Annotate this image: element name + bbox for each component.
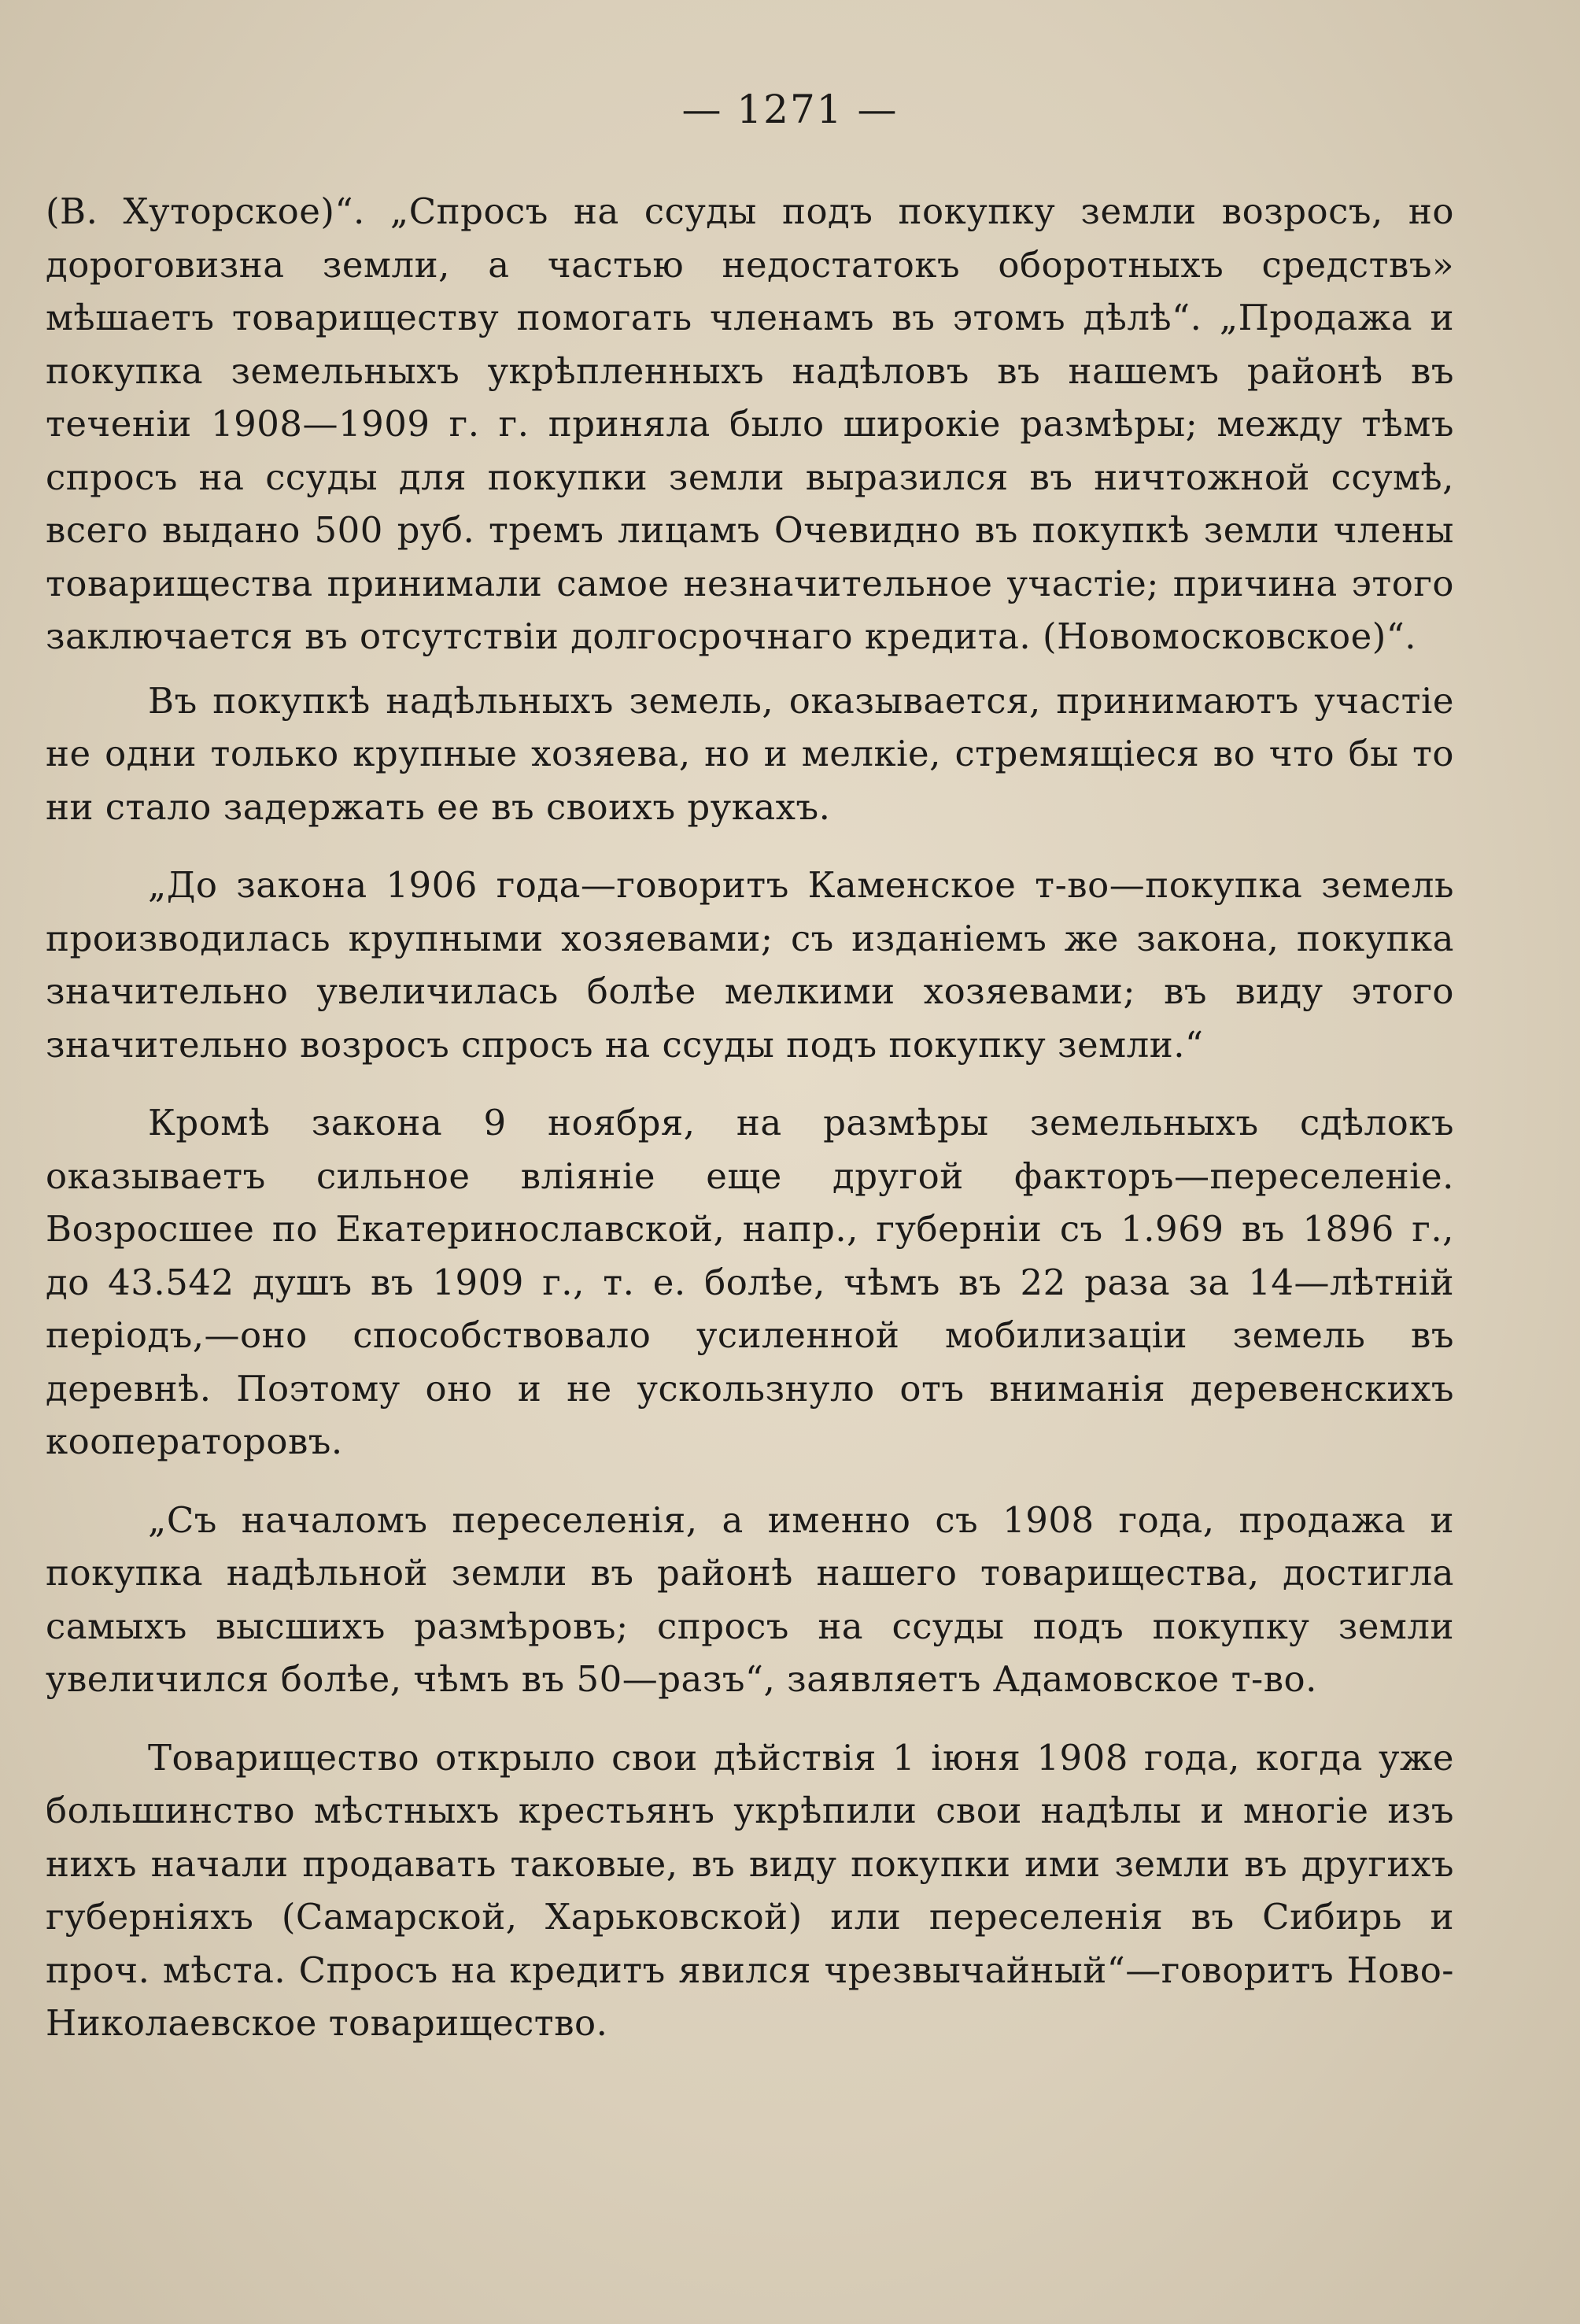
paragraph-3: „До закона 1906 года—говоритъ Каменское т-во—покупка земель производилась крупными хозяевами; съ изданіемъ же закона, покупка значительно увеличилась болѣе мелкими хозяевами; въ виду этого значительно возросъ спросъ на ссуды подъ покупку земли.“ xyxy=(46,864,1454,1066)
paragraph-5: „Съ началомъ переселенія, а именно съ 1908 года, продажа и покупка надѣльной земли въ районѣ нашего товарищества, достигла самыхъ высшихъ размѣровъ; спросъ на ссуды подъ покупку земли увеличился болѣе, чѣмъ въ 50—разъ“, заявляетъ Адамовское т-во. xyxy=(46,1498,1454,1700)
body-text xyxy=(46,185,1454,2050)
paragraph-6: Товарищество открыло свои дѣйствія 1 іюня 1908 года, когда уже большинство мѣстныхъ крестьянъ укрѣпили свои надѣлы и многіе изъ нихъ начали продавать таковые, въ виду покупки ими земли въ другихъ губерніяхъ (Самарской, Харьковской) или переселенія въ Сибирь и проч. мѣста. Спросъ на кредитъ явился чрезвычайный“—говоритъ Ново-Николаевское товарищество. xyxy=(46,1736,1454,2044)
paragraph-1: (В. Хуторское)“. „Спросъ на ссуды подъ покупку земли возросъ, но дороговизна земли, а частью недостатокъ оборотныхъ средствъ» мѣшаетъ товариществу помогать членамъ въ этомъ дѣлѣ“. „Продажа и покупка земельныхъ укрѣпленныхъ надѣловъ въ нашемъ районѣ въ теченіи 1908—1909 г. г. приняла было широкіе размѣры; между тѣмъ спросъ на ссуды для покупки земли выразился въ ничтожной ссумѣ, всего выдано 500 руб. тремъ лицамъ Очевидно въ покупкѣ земли члены товарищества принимали самое незначительное участіе; причина этого заключается въ отсутствіи долгосрочнаго кредита. (Новомосковское)“. xyxy=(46,190,1454,657)
paragraph-4: Кромѣ закона 9 ноября, на размѣры земельныхъ сдѣлокъ оказываетъ сильное вліяніе еще другой факторъ—переселеніе. Возросшее по Екатеринославской, напр., губерніи съ 1.969 въ 1896 г., до 43.542 душъ въ 1909 г., т. е. болѣе, чѣмъ въ 22 раза за 14—лѣтній періодъ,—оно способствовало усиленной мобилизаціи земель въ деревнѣ. Поэтому оно и не ускользнуло отъ вниманія деревенскихъ кооператоровъ. xyxy=(46,1102,1454,1462)
paragraph-2: Въ покупкѣ надѣльныхъ земель, оказывается, принимаютъ участіе не одни только крупные хозяева, но и мелкіе, стремящіеся во что бы то ни стало задержать ее въ своихъ рукахъ. xyxy=(46,679,1454,828)
page-number: — 1271 — xyxy=(681,87,899,132)
